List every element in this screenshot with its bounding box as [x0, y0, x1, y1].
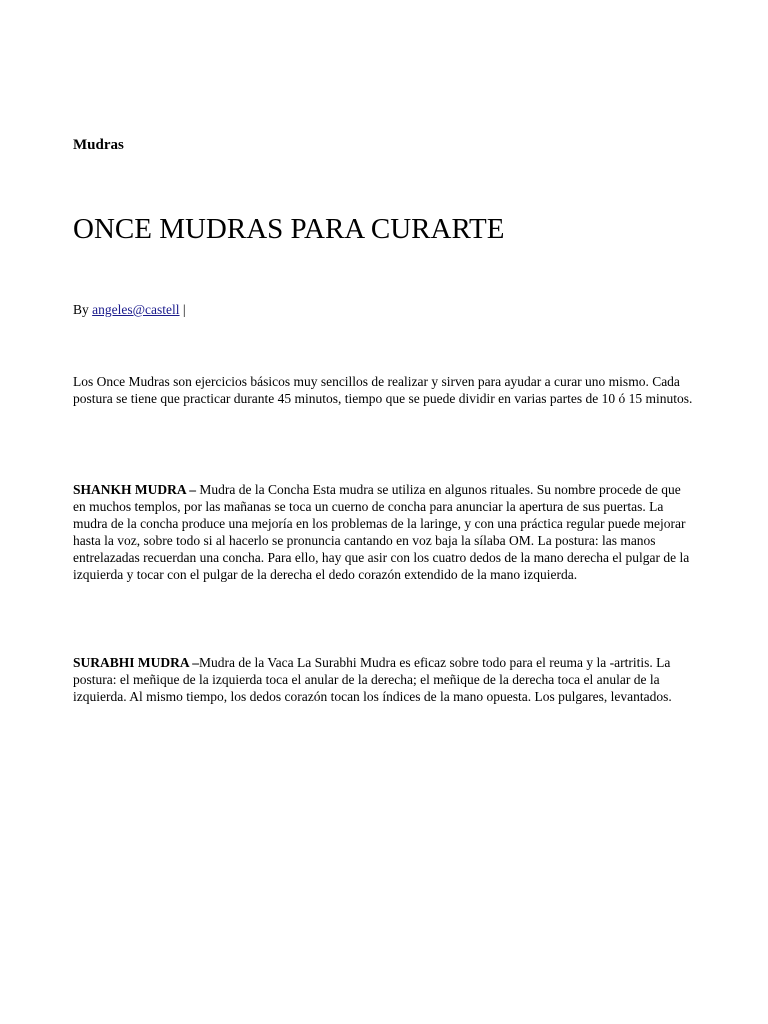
byline-prefix: By [73, 302, 93, 317]
section-separator: – [188, 655, 200, 670]
section-heading: SHANKH MUDRA [73, 482, 186, 497]
section-separator: – [185, 482, 200, 497]
byline [73, 301, 186, 318]
category-label: Mudras [73, 137, 124, 153]
section-heading: SURABHI MUDRA [73, 655, 189, 670]
intro-paragraph: Los Once Mudras son ejercicios básicos muy sencillos de realizar y sirven para ayudar a curar uno mismo. Cada postura se tiene que practicar durante 45 minutos, tiempo que se puede dividir en varias partes de 10 ó 15 minutos. [73, 374, 693, 406]
author-link[interactable]: angeles@castell [92, 302, 180, 317]
byline-suffix: | [179, 302, 186, 317]
section-surabhi-mudra [73, 655, 695, 706]
page-title: ONCE MUDRAS PARA CURARTE [73, 213, 505, 245]
section-text: Mudra de la Concha Esta mudra se utiliza en algunos rituales. Su nombre procede de que en muchos templos, por las mañanas se toca un cuerno de concha para anunciar la apertura de sus puertas. La mudra de la concha produce una mejoría en los problemas de la laringe, y con una práctica regular puede mejorar hasta la voz, sobre todo si al hacerlo se pronuncia cantando en voz baja la sílaba OM. La postura: las manos entrelazadas recuerdan una concha. Para ello, hay que asir con los cuatro dedos de la mano derecha el pulgar de la izquierda y tocar con el pulgar de la derecha el dedo corazón extendido de la mano izquierda. [73, 482, 690, 582]
section-text: Mudra de la Vaca La Surabhi Mudra es eficaz sobre todo para el reuma y la -artritis. La postura: el meñique de la izquierda toca el anular de la derecha; el meñique de la derecha toca el anular de la izquierda. Al mismo tiempo, los dedos corazón tocan los índices de la mano opuesta. Los pulgares, levantados. [73, 655, 672, 704]
section-shankh-mudra [73, 482, 695, 583]
